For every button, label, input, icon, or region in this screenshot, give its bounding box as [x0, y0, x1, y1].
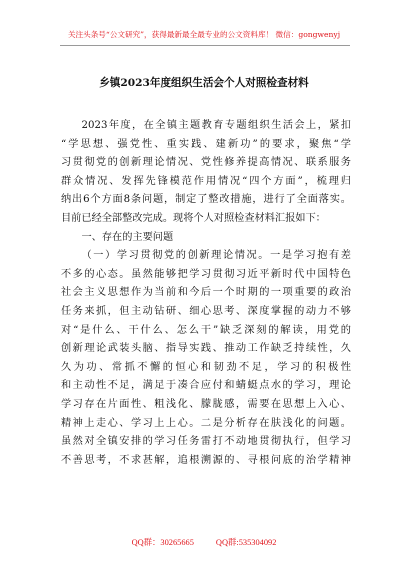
- body-line: 创新理论武装头脑、指导实践、推动工作缺乏持续性，久: [61, 343, 351, 355]
- body-line: 和主动性不足，满足于凑合应付和蜻蜓点水的学习，理论: [61, 380, 351, 392]
- body-line: 习贯彻党的创新理论情况、党性修养提高情况、联系服务: [61, 157, 351, 169]
- body-line: （一）学习贯彻党的创新理论情况。一是学习抱有差: [81, 250, 351, 262]
- body-line: 2023年度，在全镇主题教育专题组织生活会上，紧扣: [81, 120, 351, 131]
- body-line: 社会主义思想作为当前和今后一个时期的一项重要的政治: [61, 287, 351, 299]
- footer-qq-group-1: QQ群：30265665: [131, 538, 194, 547]
- footer-contact: [0, 536, 408, 548]
- document-title: 乡镇2023年度组织生活会个人对照检查材料: [99, 77, 309, 89]
- body-line: 精神上走心、学习上上心。二是分析存在肤浅化的问题。: [61, 417, 351, 429]
- body-line: 一、存在的主要问题: [81, 231, 174, 243]
- body-line: 学习存在片面性、粗浅化、朦胧感，需要在思想上入心、: [61, 398, 351, 410]
- header-divider: [60, 45, 350, 46]
- body-line: 群众情况、发挥先锋模范作用情况“四个方面”，梳理归: [61, 175, 351, 187]
- body-line: 不善思考，不求甚解，追根溯源的、寻根问底的治学精神: [61, 454, 351, 466]
- body-line: 虽然对全镇安排的学习任务雷打不动地贯彻执行，但学习: [61, 436, 351, 448]
- body-line: 不多的心态。虽然能够把学习贯彻习近平新时代中国特色: [61, 268, 351, 280]
- footer-qq-group-2: QQ群:535304092: [215, 538, 277, 547]
- body-line: 目前已经全部整改完成。现将个人对照检查材料汇报如下：: [61, 212, 326, 224]
- body-line: 久为功、常抓不懈的恒心和韧劲不足，学习的积极性: [61, 361, 351, 373]
- header-banner: 关注头条号“公文研究”，获得最新最全最专业的公文资料库！ 微信：gongwenyj: [67, 30, 341, 39]
- body-line: 任务来抓，但主动钻研、细心思考、深度掌握的动力不够: [61, 305, 351, 317]
- body-line: “学思想、强党性、重实践、建新功”的要求，聚焦“学: [61, 138, 351, 150]
- body-line: 纳出6个方面8条问题，制定了整改措施，进行了全面落实。: [61, 194, 351, 206]
- body-line: 对“是什么、干什么、怎么干”缺乏深刻的解读，用党的: [61, 324, 351, 336]
- document-body: [61, 117, 351, 470]
